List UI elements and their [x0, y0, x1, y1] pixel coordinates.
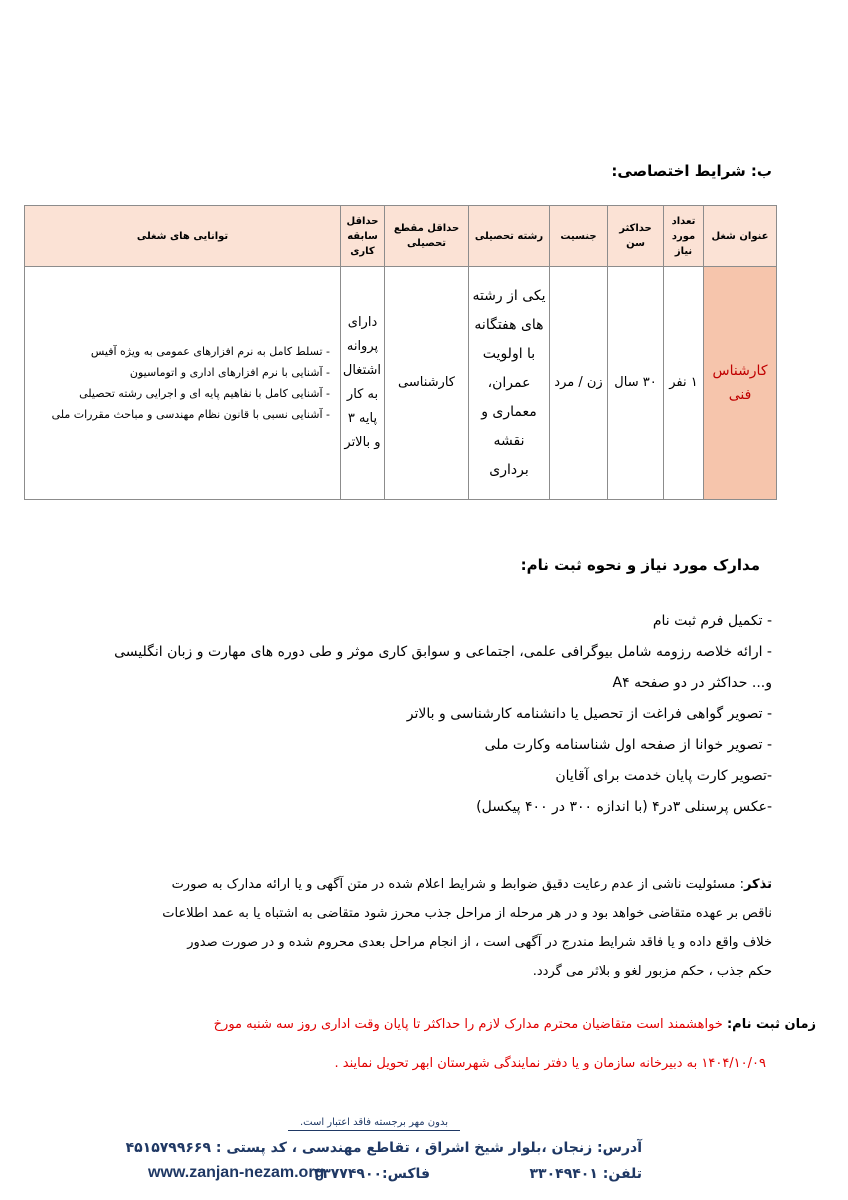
table-row	[25, 267, 777, 500]
list-item: - تکمیل فرم ثبت نام	[652, 613, 772, 629]
footer-fax: فاکس:۳۳۷۷۴۹۰۰	[313, 1166, 430, 1182]
registration-line: خواهشمند است متقاضیان محترم مدارک لازم را حداکثر تا پایان وقت اداری روز سه شنبه مورخ	[213, 1017, 727, 1032]
note-line: : مسئولیت ناشی از عدم رعایت دقیق ضوابط و شرایط اعلام شده در متن آگهی و یا ارائه مدارک به صورت	[171, 877, 744, 892]
footer-phone: تلفن: ۳۳۰۴۹۴۰۱	[529, 1166, 642, 1182]
skill-item: - آشنایی با نرم افزارهای اداری و اتوماسیون	[129, 366, 330, 379]
header-skills: توانایی های شغلی	[25, 206, 341, 267]
cell-experience: دارای پروانه اشتغال به کار پایه ۳ و بالاتر	[341, 267, 385, 500]
header-count: تعداد مورد نیاز	[664, 206, 704, 267]
cell-job-title: کارشناس فنی	[704, 267, 777, 500]
header-degree: حداقل مقطع تحصیلی	[385, 206, 469, 267]
section-b-title: ب: شرایط اختصاصی:	[611, 162, 772, 180]
list-item: - تصویر خوانا از صفحه اول شناسنامه وکارت ملی	[484, 737, 772, 753]
list-item: -عکس پرسنلی ۳در۴ (با اندازه ۳۰۰ در ۴۰۰ پیکسل)	[476, 799, 772, 815]
header-job-title: عنوان شغل	[704, 206, 777, 267]
documents-title: مدارک مورد نیاز و نحوه ثبت نام:	[520, 556, 760, 574]
note-block	[32, 870, 772, 986]
list-item: - ارائه خلاصه رزومه شامل بیوگرافی علمی، اجتماعی و سوابق کاری موثر و طی دوره های مهارت و زبان انگلیسی	[114, 644, 772, 660]
cell-max-age: ۳۰ سال	[608, 267, 664, 500]
list-item: -تصویر کارت پایان خدمت برای آقایان	[555, 768, 772, 784]
skill-item: - آشنایی کامل با نفاهیم پایه ای و اجرایی رشته تحصیلی	[79, 387, 330, 400]
footer-address: آدرس: زنجان ،بلوار شیخ اشراق ، تقاطع مهندسی ، کد پستی : ۴۵۱۵۷۹۹۶۶۹	[125, 1140, 642, 1156]
skill-item: - آشنایی نسبی با قانون نظام مهندسی و مباحث مقررات ملی	[51, 408, 330, 421]
table-header-row	[25, 206, 777, 267]
cell-field: یکی از رشته های هفتگانه با اولویت عمران، معماری و نقشه برداری	[469, 267, 550, 500]
registration-label: زمان ثبت نام:	[726, 1017, 816, 1032]
stamp-note: بدون مهر برجسته فاقد اعتبار است.	[288, 1117, 460, 1131]
cell-count: ۱ نفر	[664, 267, 704, 500]
skill-item: - تسلط کامل به نرم افزارهای عمومی به ویژه آفیس	[90, 345, 330, 358]
note-label: تذکر	[743, 877, 772, 892]
list-item: - تصویر گواهی فراغت از تحصیل یا دانشنامه کارشناسی و بالاتر	[406, 706, 772, 722]
header-gender: جنسیت	[550, 206, 608, 267]
header-max-age: حداکثر سن	[608, 206, 664, 267]
footer-website[interactable]: www.zanjan-nezam.org	[148, 1164, 325, 1181]
registration-line: ۱۴۰۴/۱۰/۰۹ به دبیرخانه سازمان و یا دفتر نمایندگی شهرستان ابهر تحویل نمایند .	[334, 1056, 766, 1071]
cell-skills	[25, 267, 341, 500]
header-experience: حداقل سابقه کاری	[341, 206, 385, 267]
cell-gender: زن / مرد	[550, 267, 608, 500]
list-item: و... حداکثر در دو صفحه A۴	[612, 675, 772, 691]
job-requirements-table	[24, 205, 777, 500]
header-field: رشته تحصیلی	[469, 206, 550, 267]
note-line: خلاف واقع داده و یا فاقد شرایط مندرج در آگهی است ، از انجام مراحل بعدی محروم شده و در صورت صدور	[187, 935, 772, 950]
note-line: حکم جذب ، حکم مزبور لغو و بلاثر می گردد.	[532, 964, 772, 979]
note-line: ناقص بر عهده متقاضی خواهد بود و در هر مرحله از مراحل جذب محرز شود متقاضی به اشتباه یا به عمد اطلاعات	[162, 906, 772, 921]
documents-list	[32, 606, 772, 823]
cell-degree: کارشناسی	[385, 267, 469, 500]
registration-block	[26, 1010, 816, 1078]
